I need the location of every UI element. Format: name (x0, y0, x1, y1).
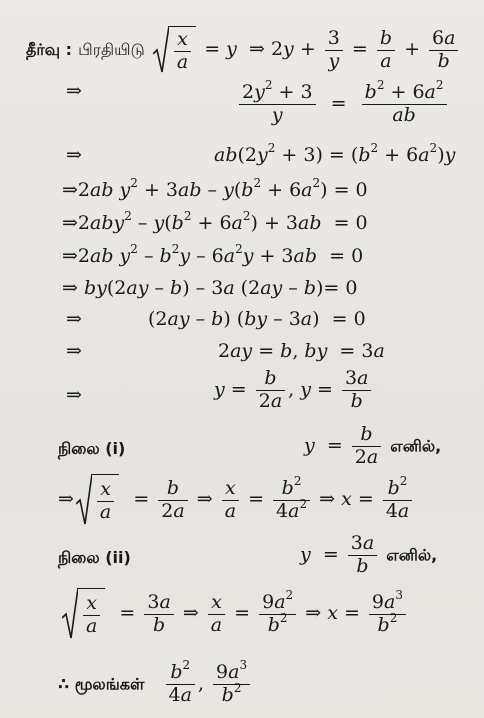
case-2-condition: y = $\frac{3a}{b}$ எனில், (300, 532, 438, 577)
case-2-result: $\frac{x}{a}$ = $\frac{3a}{b}$ ⇒ $\frac{x}{a}$ = $\frac{9a^2}{b^2}$ ⇒ x = $\frac{9a^3}{b^2}$ (60, 588, 409, 640)
eq-line-4: ⇒2ab $y^2 + 3ab - y(b^2 + 6a^2) = 0$ (62, 176, 368, 201)
solution-label: தீர்வு : (26, 40, 73, 59)
roots-line: ∴ மூலங்கள் $\frac{b^2}{4a}$ , $\frac{9a^3}{b^2}$ (58, 662, 253, 707)
eq-line-6: ⇒2ab $y^2 - b^2y - 6a^2y + 3ab = 0$ (62, 242, 364, 267)
eq-line-10: ⇒ (66, 384, 82, 406)
case-1-condition: y = $\frac{b}{2a}$ எனில், (304, 423, 442, 468)
case-1-result: ⇒ $\frac{x}{a}$ = $\frac{b}{2a}$ ⇒ $\frac{x}{a}$ = $\frac{b^2}{4a^2}$ ⇒ x = $\frac{b^2}{4a}$ (58, 474, 415, 526)
eq-line-8: ⇒ (66, 308, 82, 330)
eq-line-3: ⇒ (66, 144, 82, 166)
case-2-label-line (58, 548, 131, 567)
case-1-label: நிலை (i) (58, 439, 126, 458)
solution-page: தீர்வு : பிரதியிடு $\frac{x}{a}$ = y ⇒ 2y + $\frac{3}{y}$ = $\frac{b}{a}$ + $\frac{6a}{b}$ ⇒ $\frac{2y^2 + 3}{y}$ = $\frac{b^2 + 6a^2}{ab}$ ⇒ $ab(2y^2 + 3) = (b^2 + 6a^2)y$ ⇒2ab $y^2 + 3ab - y(b^2 + 6a^2) = 0$ ⇒2aby$^2$ – $y(b^2 + 6a^2) + 3ab = 0$ ⇒2ab $y^2 - b^2y - 6a^2y + 3ab = 0$ ⇒ by(2ay – b) – 3a (2ay – b)= 0 ⇒ (2ay – b) (by – 3a) = 0 ⇒ 2ay = b, by = 3a ⇒ y = $\frac{b}{2a}$ , y = $\frac{3a}{b}$ நிலை (i) y = $\frac{b}{2a}$ எனில், ⇒ $\frac{x}{a}$ = $\frac{b}{2a}$ ⇒ $\frac{x}{a}$ = $\frac{b^2}{4a^2}$ ⇒ x = $\frac{b^2}{4a}$ நிலை (ii) y = $\frac{3a}{b}$ எனில், $\frac{x}{a}$ = $\frac{3a}{b}$ ⇒ $\frac{x}{a}$ = $\frac{9a^2}{b^2}$ ⇒ x = $\frac{9a^3}{b^2}$ ∴ மூலங்கள் $\frac{b^2}{4a}$ , $\frac{9a^3}{b^2}$ (0, 0, 484, 718)
eq-line-9: ⇒ (66, 340, 82, 362)
case-2-label: நிலை (ii) (58, 548, 131, 567)
eq-line-7: ⇒ by(2ay – b) – 3a (2ay – b)= 0 (62, 277, 358, 299)
sqrt-x-over-a: $\frac{x}{a}$ (153, 26, 196, 74)
substitute-word: பிரதியிடு (78, 40, 145, 59)
case-1-label-line (58, 439, 125, 458)
eq-line-2: ⇒ (66, 80, 82, 102)
eq-line-5: ⇒2aby$^2$ – $y(b^2 + 6a^2) + 3ab = 0$ (62, 209, 368, 234)
then-word-1: எனில், (390, 436, 442, 456)
then-word-2: எனில், (386, 545, 438, 565)
solution-first-line: தீர்வு : பிரதியிடு $\frac{x}{a}$ = y ⇒ 2y + $\frac{3}{y}$ = $\frac{b}{a}$ + $\frac{6a}{b}$ (26, 26, 461, 74)
roots-label: ∴ மூலங்கள் (58, 674, 145, 694)
